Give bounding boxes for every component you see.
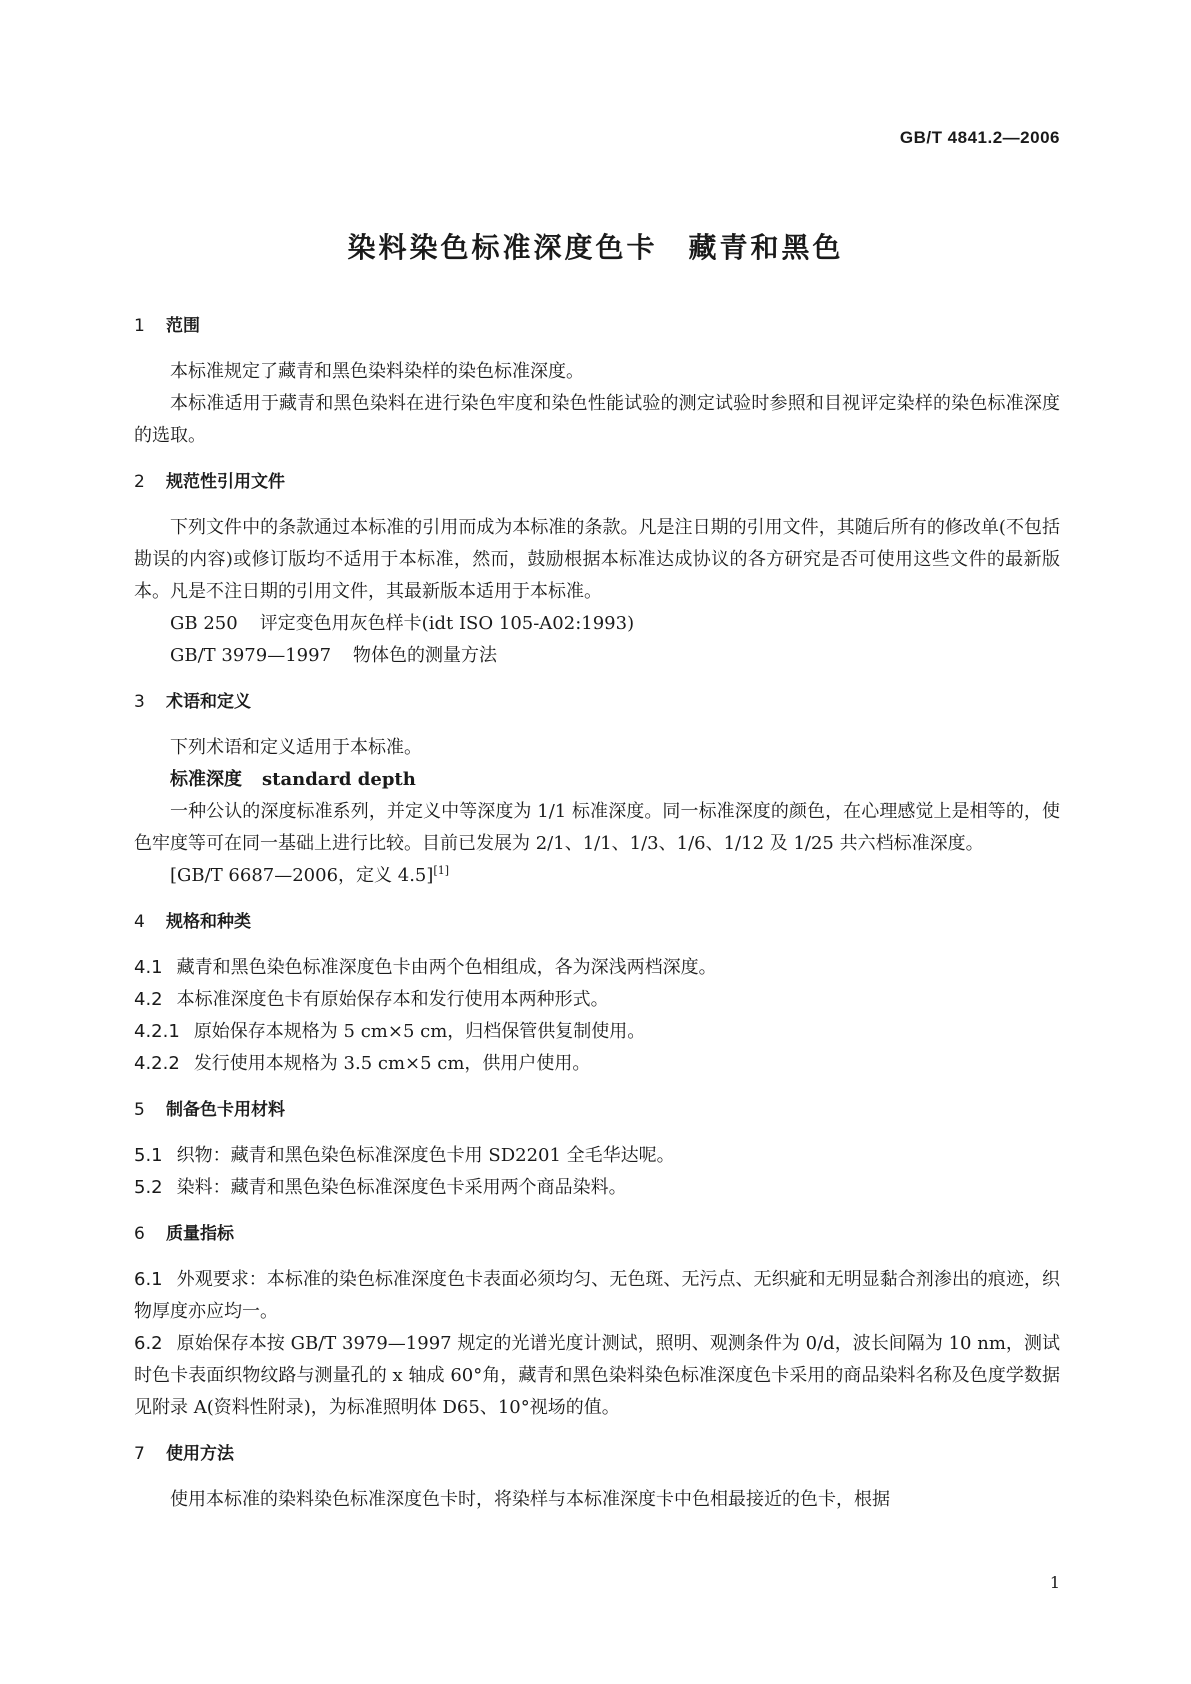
clause-number: 4.2.2 <box>134 1053 180 1074</box>
clause <box>134 1328 1060 1424</box>
reference-code: GB/T 3979—1997 <box>170 645 332 666</box>
reference-code: GB 250 <box>170 613 238 634</box>
section-heading-scope <box>134 310 1060 342</box>
clause <box>134 984 1060 1016</box>
section-heading-usage <box>134 1438 1060 1470</box>
term-english: standard depth <box>262 769 416 790</box>
section-heading-terms <box>134 686 1060 718</box>
clause <box>134 1140 1060 1172</box>
clause-text: 染料：藏青和黑色染色标准深度色卡采用两个商品染料。 <box>176 1177 627 1198</box>
section-heading-specifications <box>134 906 1060 938</box>
reference-item <box>134 608 1060 640</box>
section-number: 2 <box>134 472 145 492</box>
clause-text: 织物：藏青和黑色染色标准深度色卡用 SD2201 全毛华达呢。 <box>176 1145 675 1166</box>
section-heading-materials <box>134 1094 1060 1126</box>
section-number: 1 <box>134 316 145 336</box>
section-title: 质量指标 <box>166 1224 234 1244</box>
standard-number: GB/T 4841.2—2006 <box>899 128 1060 147</box>
paragraph: 本标准适用于藏青和黑色染料在进行染色牢度和染色性能试验的测定试验时参照和目视评定染样的染色标准深度的选取。 <box>134 393 1060 446</box>
clause-number: 4.1 <box>134 957 163 978</box>
section-title: 使用方法 <box>166 1444 234 1464</box>
term-entry <box>134 764 1060 796</box>
section-title: 规范性引用文件 <box>166 472 285 492</box>
clause-text: 原始保存本按 GB/T 3979—1997 规定的光谱光度计测试，照明、观测条件为 0/d，波长间隔为 10 nm，测试时色卡表面织物纹路与测量孔的 x 轴成 60°角，藏青和黑色染料染色标准深度色卡采用的商品染料名称及色度学数据见附录 A(资料性附录)，为标准照明体 D65、10°视场的值。 <box>134 1333 1060 1418</box>
term-definition: 一种公认的深度标准系列，并定义中等深度为 1/1 标准深度。同一标准深度的颜色，在心理感觉上是相等的，使色牢度等可在同一基础上进行比较。目前已发展为 2/1、1/1、1/3、1/6、1/12 及 1/25 共六档标准深度。 <box>134 801 1060 854</box>
clause-number: 4.2 <box>134 989 163 1010</box>
clause-text: 发行使用本规格为 3.5 cm×5 cm，供用户使用。 <box>193 1053 591 1074</box>
clause <box>134 1048 1060 1080</box>
section-number: 3 <box>134 692 145 712</box>
clause-text: 藏青和黑色染色标准深度色卡由两个色相组成，各为深浅两档深度。 <box>176 957 717 978</box>
document-body <box>134 310 1060 1516</box>
reference-title: 评定变色用灰色样卡(idt ISO 105-A02:1993) <box>259 613 635 634</box>
clause-text: 外观要求：本标准的染色标准深度色卡表面必须均匀、无色斑、无污点、无织疵和无明显黏合剂渗出的痕迹，织物厚度亦应均一。 <box>134 1269 1060 1322</box>
section-title: 规格和种类 <box>166 912 251 932</box>
clause <box>134 1016 1060 1048</box>
paragraph: 下列术语和定义适用于本标准。 <box>170 737 422 758</box>
page-number: 1 <box>1049 1573 1060 1592</box>
clause-text: 原始保存本规格为 5 cm×5 cm，归档保管供复制使用。 <box>193 1021 646 1042</box>
document-title: 染料染色标准深度色卡 藏青和黑色 <box>347 231 844 264</box>
clause <box>134 1264 1060 1328</box>
clause-number: 4.2.1 <box>134 1021 180 1042</box>
clause <box>134 1172 1060 1204</box>
section-title: 制备色卡用材料 <box>166 1100 285 1120</box>
source-text: [GB/T 6687—2006，定义 4.5] <box>170 865 434 886</box>
section-number: 4 <box>134 912 145 932</box>
paragraph: 本标准规定了藏青和黑色染料染样的染色标准深度。 <box>170 361 584 382</box>
reference-title: 物体色的测量方法 <box>353 645 498 666</box>
section-number: 5 <box>134 1100 145 1120</box>
clause-number: 6.1 <box>134 1269 163 1290</box>
reference-item <box>134 640 1060 672</box>
clause-number: 6.2 <box>134 1333 163 1354</box>
paragraph: 使用本标准的染料染色标准深度色卡时，将染样与本标准深度卡中色相最接近的色卡，根据 <box>170 1489 890 1510</box>
term-source <box>134 860 1060 892</box>
footnote-marker: [1] <box>433 864 450 877</box>
section-heading-normative-references <box>134 466 1060 498</box>
section-heading-quality <box>134 1218 1060 1250</box>
term-chinese: 标准深度 <box>170 769 242 790</box>
section-number: 7 <box>134 1444 145 1464</box>
clause-number: 5.2 <box>134 1177 163 1198</box>
paragraph: 下列文件中的条款通过本标准的引用而成为本标准的条款。凡是注日期的引用文件，其随后所有的修改单(不包括勘误的内容)或修订版均不适用于本标准，然而，鼓励根据本标准达成协议的各方研究是否可使用这些文件的最新版本。凡是不注日期的引用文件，其最新版本适用于本标准。 <box>134 517 1060 602</box>
clause <box>134 952 1060 984</box>
clause-number: 5.1 <box>134 1145 163 1166</box>
section-number: 6 <box>134 1224 145 1244</box>
section-title: 范围 <box>166 316 200 336</box>
clause-text: 本标准深度色卡有原始保存本和发行使用本两种形式。 <box>176 989 609 1010</box>
section-title: 术语和定义 <box>166 692 251 712</box>
